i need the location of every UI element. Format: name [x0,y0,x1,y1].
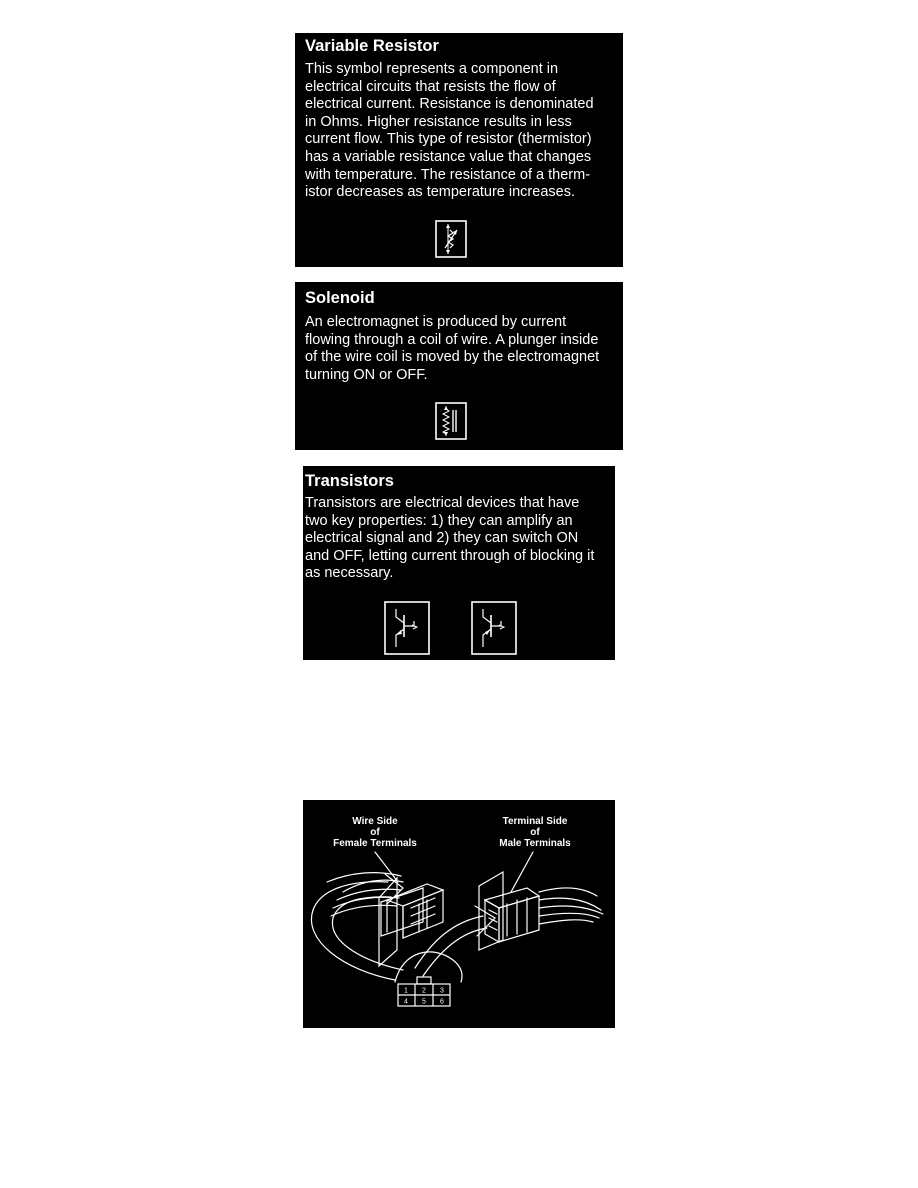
solenoid-description: An electromagnet is produced by current flowing through a coil of wire. A plunger inside of the wire coil is moved by the electromagnet turning ON or OFF. [305,314,600,383]
pin-5-label: 5 [422,998,426,1006]
variable-resistor-panel [295,33,623,267]
thermistor-symbol-icon [435,220,467,258]
wire-side-label: Wire Side of Female Terminals [333,816,417,849]
variable-resistor-description: This symbol represents a component in electrical circuits that resists the flow of electrical current. Resistance is denominated in Ohms. Higher resistance results in less current flow. This type of resistor (thermistor) has a variable resistance value that changes with temperature. The resistance of a therm- istor decreases as temperature increases. [305,61,594,201]
pin-6-label: 6 [440,998,444,1006]
transistors-description: Transistors are electrical devices that have two key properties: 1) they can amplify an electrical signal and 2) they can switch ON and OFF, letting current through of blocking it as necessary. [305,495,595,582]
transistors-title: Transistors [305,472,394,490]
variable-resistor-title: Variable Resistor [305,37,439,55]
terminal-side-label: Terminal Side of Male Terminals [499,816,571,849]
solenoid-symbol-icon [435,402,467,440]
pin-1-label: 1 [404,987,408,995]
pin-4-label: 4 [404,998,408,1006]
pin-3-label: 3 [440,987,444,995]
pnp-transistor-symbol-icon [471,601,517,655]
pin-2-label: 2 [422,987,426,995]
connector-illustration [303,800,615,1028]
solenoid-title: Solenoid [305,289,375,307]
solenoid-panel [295,282,623,450]
connector-diagram-panel [303,800,615,1028]
transistors-panel [303,466,615,660]
npn-transistor-symbol-icon [384,601,430,655]
